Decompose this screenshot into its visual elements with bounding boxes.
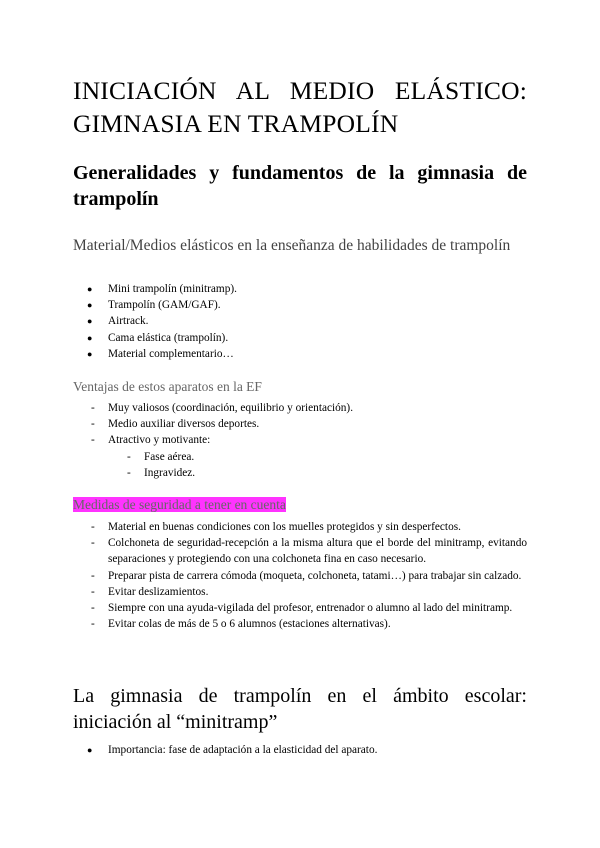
bullet-icon: ● bbox=[87, 348, 93, 359]
advantages-sublist bbox=[127, 449, 427, 481]
list-item: - Evitar colas de más de 5 o 6 alumnos (estaciones alternativas). bbox=[73, 616, 527, 632]
bullet-icon: ● bbox=[87, 745, 93, 755]
list-item: - Ingravidez. bbox=[127, 465, 427, 481]
dash-marker: - bbox=[91, 402, 95, 414]
bullet-icon: ● bbox=[87, 300, 93, 311]
dash-marker: - bbox=[91, 537, 95, 550]
school-list bbox=[73, 742, 527, 758]
list-item: - Material en buenas condiciones con los muelles protegidos y sin desperfectos. bbox=[73, 519, 527, 535]
list-item: ● Trampolín (GAM/GAF). bbox=[73, 297, 527, 313]
list-item: - Fase aérea. bbox=[127, 449, 427, 465]
list-item: ● Importancia: fase de adaptación a la elasticidad del aparato. bbox=[73, 742, 527, 758]
list-item: - Preparar pista de carrera cómoda (moqueta, colchoneta, tatami…) para trabajar sin calzado. bbox=[73, 568, 527, 584]
list-item: - Medio auxiliar diversos deportes. bbox=[73, 416, 527, 432]
bullet-icon: ● bbox=[87, 332, 93, 343]
list-item: ● Airtrack. bbox=[73, 313, 527, 329]
dash-marker: - bbox=[91, 434, 95, 447]
document-title: INICIACIÓN AL MEDIO ELÁSTICO: GIMNASIA EN TRAMPOLÍN bbox=[73, 76, 527, 138]
dash-marker: - bbox=[91, 418, 95, 431]
subheading-ventajas: Ventajas de estos aparatos en la EF bbox=[73, 379, 262, 394]
dash-marker: - bbox=[91, 585, 95, 598]
bullet-icon: ● bbox=[87, 316, 93, 327]
dash-marker: - bbox=[91, 521, 95, 533]
dash-marker: - bbox=[91, 569, 95, 582]
dash-marker: - bbox=[127, 451, 131, 463]
list-item: - Siempre con una ayuda-vigilada del profesor, entrenador o alumno al lado del minitramp. bbox=[73, 600, 527, 616]
list-item: ● Cama elástica (trampolín). bbox=[73, 330, 527, 346]
list-item: - Evitar deslizamientos. bbox=[73, 584, 527, 600]
subheading-materiales: Material/Medios elásticos en la enseñanza de habilidades de trampolín bbox=[73, 237, 511, 254]
list-item: - Muy valiosos (coordinación, equilibrio y orientación). bbox=[73, 400, 527, 416]
safety-list bbox=[73, 519, 527, 632]
list-item: - Colchoneta de seguridad-recepción a la misma altura que el borde del minitramp, evitando separaciones y protegiendo con una colchoneta fina en caso necesario. bbox=[91, 537, 527, 566]
advantages-list bbox=[73, 400, 527, 449]
section-heading-ambito-escolar: La gimnasia de trampolín en el ámbito escolar: iniciación al “minitramp” bbox=[73, 685, 527, 733]
materials-list bbox=[73, 281, 527, 362]
subheading-seguridad bbox=[73, 496, 286, 514]
list-item: - Atractivo y motivante: bbox=[73, 432, 527, 448]
list-item: ● Material complementario… bbox=[73, 346, 527, 362]
dash-marker: - bbox=[91, 602, 95, 615]
list-item: ● Mini trampolín (minitramp). bbox=[73, 281, 527, 297]
highlighted-text: Medidas de seguridad a tener en cuenta bbox=[73, 497, 286, 512]
dash-marker: - bbox=[91, 618, 95, 631]
section-heading-generalidades: Generalidades y fundamentos de la gimnasia de trampolín bbox=[73, 162, 527, 210]
bullet-icon: ● bbox=[87, 284, 93, 294]
dash-marker: - bbox=[127, 467, 131, 480]
